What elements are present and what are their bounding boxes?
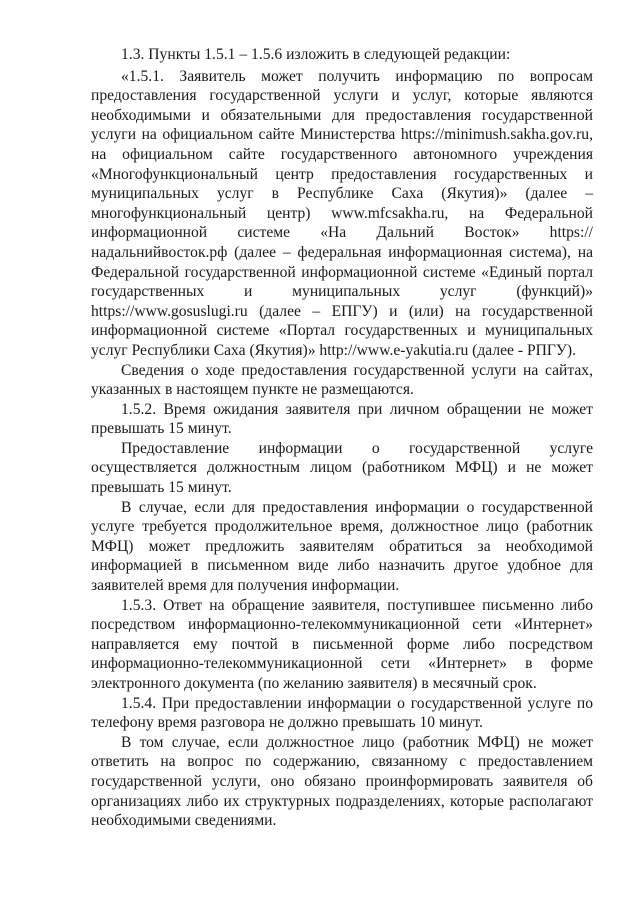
section-heading: 1.3. Пункты 1.5.1 – 1.5.6 изложить в следующей редакции:: [121, 46, 511, 63]
paragraph-1-5-4: 1.5.4. При предоставлении информации о государственной услуге по телефону время разговора не должно превышать 10 минут.: [91, 694, 593, 732]
paragraph-referral: В том случае, если должностное лицо (работник МФЦ) не может ответить на вопрос по содержанию, связанному с предоставлением государственной услуги, оно обязано проинформировать заявителя об организациях либо их структурных подразделениях, которые располагают необходимыми сведениями.: [91, 733, 593, 830]
paragraph-1-5-2: 1.5.2. Время ожидания заявителя при личном обращении не может превышать 15 минут.: [91, 400, 593, 438]
document-page: [91, 45, 593, 831]
paragraph-1-5-3: 1.5.3. Ответ на обращение заявителя, поступившее письменно либо посредством информационно-телекоммуникационной сети «Интернет» направляется ему почтой в письменной форме либо посредством информационно-телекоммуникационной сети «Интернет» в форме электронного документа (по желанию заявителя) в месячный срок.: [91, 596, 593, 692]
paragraph-1-5-1: «1.5.1. Заявитель может получить информацию по вопросам предоставления государственной услуги и услуг, которые являются необходимыми и обязательными для предоставления государственной услуги на официальном сайте Министерства https://minimush.sakha.gov.ru, на официальном сайте государственного автономного учреждения «Многофункциональный центр предоставления государственных и муниципальных услуг в Республике Саха (Якутия)» (далее – многофункциональный центр) www.mfcsakha.ru, на Федеральной информационной системе «На Дальний Восток» https://надальнийвосток.рф (далее – федеральная информационная система), на Федеральной государственной информационной системе «Единый портал государственных и муниципальных услуг (функций)» https://www.gosuslugi.ru (далее – ЕПГУ) и (или) на государственной информационной системе «Портал государственных и муниципальных услуг Республики Саха (Якутия)» http://www.e-yakutia.ru (далее - РПГУ).: [91, 67, 593, 359]
paragraph-long-request: В случае, если для предоставления информации о государственной услуге требуется продолжительное время, должностное лицо (работник МФЦ) может предложить заявителям обратиться за необходимой информацией в письменном виде либо назначить другое удобное для заявителей время для получения информации.: [91, 498, 593, 595]
paragraph-info-time: Предоставление информации о государственной услуге осуществляется должностным лицом (работником МФЦ) и не может превышать 15 минут.: [91, 439, 593, 497]
paragraph-sites-note: Сведения о ходе предоставления государственной услуги на сайтах, указанных в настоящем пункте не размещаются.: [91, 361, 593, 399]
